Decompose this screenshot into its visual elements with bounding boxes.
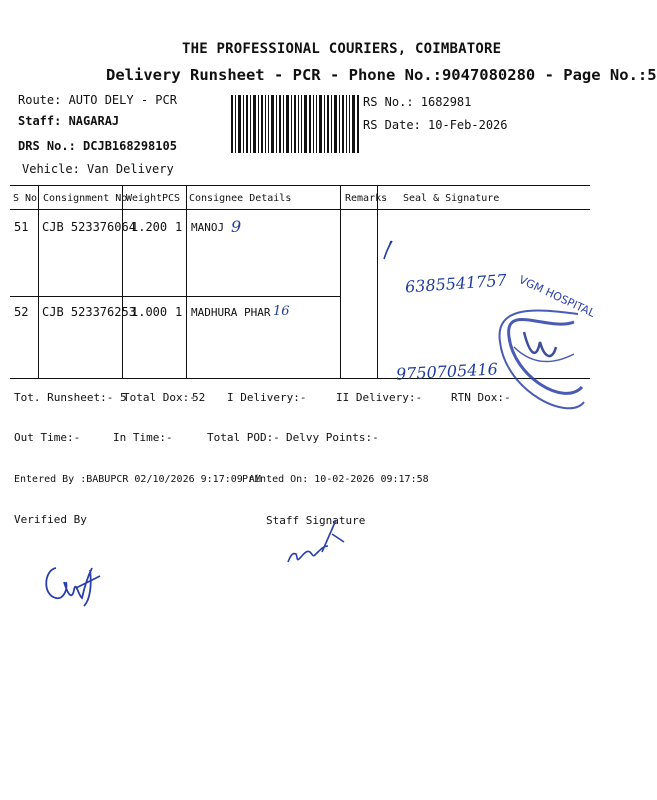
col-divider — [186, 185, 187, 378]
row-sno: 51 — [14, 220, 29, 234]
signature-tick — [380, 235, 402, 263]
rs-number: RS No.: 1682981 — [363, 95, 472, 109]
row-pcs: 1 — [175, 305, 183, 319]
header-consignment: Consignment No — [43, 193, 128, 204]
delvy-points: Delvy Points:- — [286, 431, 379, 444]
in-time: In Time:- — [113, 431, 173, 444]
verifier-signature — [38, 540, 108, 610]
header-pcs: PCS — [162, 193, 181, 204]
staff-signature-label: Staff Signature — [266, 514, 366, 527]
out-time: Out Time:- — [14, 431, 81, 444]
rtn-dox: RTN Dox:- — [451, 391, 511, 404]
company-title: THE PROFESSIONAL COURIERS, COIMBATORE — [182, 41, 502, 57]
header-seal-signature: Seal & Signature — [403, 193, 500, 204]
row-weight: 1.000 — [131, 305, 168, 319]
header-sno: S No — [13, 193, 38, 204]
header-remarks: Remarks — [345, 193, 388, 204]
staff-label: Staff: NAGARAJ — [18, 114, 120, 128]
barcode — [231, 95, 359, 153]
total-dox-label: Total Dox:- — [123, 391, 196, 404]
col-divider — [340, 185, 341, 378]
table-row-divider — [10, 296, 340, 297]
verified-by: Verified By — [14, 513, 87, 526]
handwritten-phone: 6385541757 — [404, 270, 508, 297]
printed-on: Printed On: 10-02-2026 09:17:58 — [242, 474, 429, 485]
row-weight: 1.200 — [131, 220, 168, 234]
row-consignee: MANOJ — [191, 221, 225, 234]
col-divider — [377, 185, 378, 378]
handwritten-note: 9 — [231, 217, 242, 236]
stamp-text: VGM HOSPITAL — [516, 273, 598, 320]
entered-by: Entered By :BABUPCR 02/10/2026 9:17:09 AM — [14, 474, 261, 485]
total-pod: Total POD:- — [207, 431, 280, 444]
drs-number: DRS No.: DCJB168298105 — [18, 139, 177, 153]
row-consignment: CJB 523376064 — [42, 220, 136, 234]
header-weight: Weight — [126, 193, 163, 204]
total-dox-value: 52 — [192, 391, 206, 404]
vehicle-label: Vehicle: Van Delivery — [22, 162, 174, 176]
hospital-stamp — [494, 262, 598, 432]
ii-delivery: II Delivery:- — [336, 391, 423, 404]
handwritten-note: 16 — [273, 304, 290, 319]
tot-runsheet: Tot. Runsheet:- 5 — [14, 391, 127, 404]
col-divider — [122, 185, 123, 378]
row-consignee: MADHURA PHAR — [191, 306, 271, 319]
row-sno: 52 — [14, 305, 29, 319]
row-consignment: CJB 523376253 — [42, 305, 136, 319]
staff-signature — [282, 512, 352, 572]
route-label: Route: AUTO DELY - PCR — [18, 93, 177, 107]
runsheet-subtitle: Delivery Runsheet - PCR - Phone No.:9047080280 - Page No.:5 — [106, 66, 657, 84]
rs-date: RS Date: 10-Feb-2026 — [363, 118, 508, 132]
col-divider — [38, 185, 39, 378]
header-consignee: Consignee Details — [189, 193, 292, 204]
row-pcs: 1 — [175, 220, 183, 234]
table-header-border — [10, 209, 590, 210]
handwritten-phone: 9750705416 — [395, 359, 499, 384]
table-top-border — [10, 185, 590, 186]
i-delivery: I Delivery:- — [227, 391, 307, 404]
